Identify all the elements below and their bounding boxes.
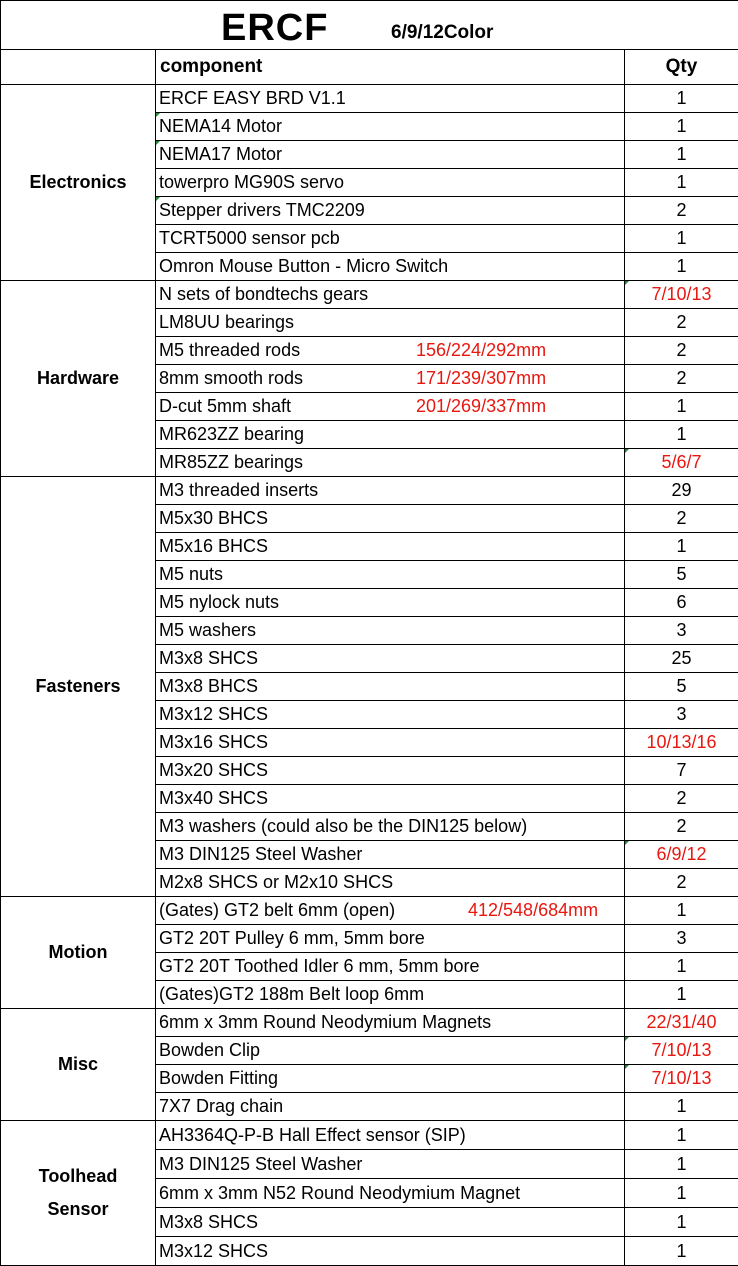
component-cell (156, 505, 625, 533)
qty-cell: 2 (625, 869, 738, 897)
qty-cell: 1 (625, 897, 738, 925)
table-row (1, 1009, 738, 1037)
component-cell (156, 365, 625, 393)
component-cell (156, 337, 625, 365)
component-cell (156, 1121, 625, 1150)
component-cell (156, 1208, 625, 1237)
qty-cell: 1 (625, 1208, 738, 1237)
length-spec: 201/269/337mm (416, 396, 546, 417)
component-name: Bowden Clip (159, 1040, 260, 1060)
component-cell (156, 1150, 625, 1179)
component-cell (156, 141, 625, 169)
header-category (1, 50, 156, 85)
component-cell (156, 169, 625, 197)
qty-cell: 2 (625, 813, 738, 841)
component-cell (156, 841, 625, 869)
component-name: M3 DIN125 Steel Washer (159, 844, 362, 864)
category-label-line: Toolhead (1, 1160, 155, 1193)
component-cell (156, 85, 625, 113)
component-cell (156, 421, 625, 449)
component-cell (156, 309, 625, 337)
component-name: M3x8 SHCS (159, 648, 258, 668)
component-cell (156, 897, 625, 925)
qty-cell: 7 (625, 757, 738, 785)
component-name: M5x16 BHCS (159, 536, 268, 556)
component-name: MR623ZZ bearing (159, 424, 304, 444)
component-name: M3 washers (could also be the DIN125 below) (159, 816, 527, 836)
component-name: D-cut 5mm shaft (159, 396, 291, 416)
component-name: Omron Mouse Button - Micro Switch (159, 256, 448, 276)
qty-cell: 1 (625, 169, 738, 197)
qty-cell: 1 (625, 1150, 738, 1179)
component-cell (156, 589, 625, 617)
qty-cell: 2 (625, 197, 738, 225)
component-name: Bowden Fitting (159, 1068, 278, 1088)
qty-cell: 3 (625, 701, 738, 729)
qty-cell: 2 (625, 365, 738, 393)
length-spec: 171/239/307mm (416, 368, 546, 389)
component-name: 6mm x 3mm Round Neodymium Magnets (159, 1012, 491, 1032)
component-cell (156, 1179, 625, 1208)
component-cell (156, 729, 625, 757)
qty-cell: 2 (625, 309, 738, 337)
table-row (1, 1121, 738, 1150)
component-name: 7X7 Drag chain (159, 1096, 283, 1116)
qty-cell: 29 (625, 477, 738, 505)
component-cell (156, 1065, 625, 1093)
qty-cell: 7/10/13 (625, 1037, 738, 1065)
qty-cell: 1 (625, 393, 738, 421)
qty-cell: 2 (625, 505, 738, 533)
header-row (1, 50, 738, 85)
component-cell (156, 253, 625, 281)
qty-cell: 2 (625, 785, 738, 813)
table-row (1, 85, 738, 113)
component-name: M5 nylock nuts (159, 592, 279, 612)
length-spec: 412/548/684mm (468, 900, 598, 921)
component-name: Stepper drivers TMC2209 (159, 200, 365, 220)
qty-cell: 1 (625, 253, 738, 281)
component-cell (156, 281, 625, 309)
qty-cell: 1 (625, 141, 738, 169)
table-row (1, 477, 738, 505)
component-name: NEMA17 Motor (159, 144, 282, 164)
component-name: (Gates) GT2 belt 6mm (open) (159, 900, 395, 920)
table-row (1, 281, 738, 309)
qty-cell: 25 (625, 645, 738, 673)
category-label: Fasteners (35, 676, 120, 696)
qty-cell: 1 (625, 1179, 738, 1208)
qty-cell: 1 (625, 85, 738, 113)
component-name: M2x8 SHCS or M2x10 SHCS (159, 872, 393, 892)
qty-cell: 5/6/7 (625, 449, 738, 477)
component-cell (156, 617, 625, 645)
component-name: M5 nuts (159, 564, 223, 584)
component-cell (156, 701, 625, 729)
component-name: M3x16 SHCS (159, 732, 268, 752)
table-row (1, 897, 738, 925)
component-name: M3x8 BHCS (159, 676, 258, 696)
qty-cell: 3 (625, 617, 738, 645)
component-cell (156, 645, 625, 673)
component-cell (156, 1093, 625, 1121)
component-name: M3 DIN125 Steel Washer (159, 1154, 362, 1174)
category-hardware (1, 281, 156, 477)
component-cell (156, 1037, 625, 1065)
color-variants-subtitle: 6/9/12Color (391, 22, 493, 44)
component-name: LM8UU bearings (159, 312, 294, 332)
qty-cell: 1 (625, 225, 738, 253)
component-cell (156, 673, 625, 701)
component-cell (156, 813, 625, 841)
category-label: Hardware (37, 368, 119, 388)
category-label: Misc (58, 1054, 98, 1074)
header-component: component (156, 50, 625, 85)
component-cell (156, 393, 625, 421)
qty-cell: 1 (625, 1121, 738, 1150)
component-cell (156, 449, 625, 477)
component-cell (156, 869, 625, 897)
component-name: M3x12 SHCS (159, 1241, 268, 1261)
category-label: Motion (49, 942, 108, 962)
component-cell (156, 1009, 625, 1037)
category-label-line: Sensor (1, 1193, 155, 1226)
qty-cell: 3 (625, 925, 738, 953)
component-cell (156, 225, 625, 253)
component-cell (156, 197, 625, 225)
component-cell (156, 113, 625, 141)
component-cell (156, 533, 625, 561)
component-name: M3x40 SHCS (159, 788, 268, 808)
component-cell (156, 1237, 625, 1266)
qty-cell: 6/9/12 (625, 841, 738, 869)
category-motion (1, 897, 156, 1009)
component-name: M5 washers (159, 620, 256, 640)
qty-cell: 10/13/16 (625, 729, 738, 757)
component-cell (156, 785, 625, 813)
category-fasteners (1, 477, 156, 897)
component-name: GT2 20T Pulley 6 mm, 5mm bore (159, 928, 425, 948)
title-cell (1, 1, 738, 50)
component-name: TCRT5000 sensor pcb (159, 228, 340, 248)
component-cell (156, 477, 625, 505)
qty-cell: 1 (625, 981, 738, 1009)
qty-cell: 7/10/13 (625, 281, 738, 309)
component-name: M3x20 SHCS (159, 760, 268, 780)
component-cell (156, 561, 625, 589)
header-qty: Qty (625, 50, 738, 85)
component-name: 6mm x 3mm N52 Round Neodymium Magnet (159, 1183, 520, 1203)
category-label: Electronics (29, 172, 126, 192)
component-cell (156, 925, 625, 953)
qty-cell: 1 (625, 1237, 738, 1266)
component-name: ERCF EASY BRD V1.1 (159, 88, 346, 108)
qty-cell: 6 (625, 589, 738, 617)
qty-cell: 1 (625, 1093, 738, 1121)
qty-cell: 1 (625, 953, 738, 981)
page-title: ERCF (221, 7, 328, 50)
component-name: M3x12 SHCS (159, 704, 268, 724)
length-spec: 156/224/292mm (416, 340, 546, 361)
qty-cell: 5 (625, 673, 738, 701)
component-cell (156, 757, 625, 785)
component-cell (156, 981, 625, 1009)
category-misc (1, 1009, 156, 1121)
qty-cell: 1 (625, 421, 738, 449)
component-name: M5x30 BHCS (159, 508, 268, 528)
component-cell (156, 953, 625, 981)
component-name: 8mm smooth rods (159, 368, 303, 388)
qty-cell: 2 (625, 337, 738, 365)
qty-cell: 5 (625, 561, 738, 589)
component-name: MR85ZZ bearings (159, 452, 303, 472)
component-name: M5 threaded rods (159, 340, 300, 360)
component-name: AH3364Q-P-B Hall Effect sensor (SIP) (159, 1125, 466, 1145)
component-name: M3 threaded inserts (159, 480, 318, 500)
component-name: NEMA14 Motor (159, 116, 282, 136)
qty-cell: 7/10/13 (625, 1065, 738, 1093)
category-electronics (1, 85, 156, 281)
component-name: N sets of bondtechs gears (159, 284, 368, 304)
component-name: (Gates)GT2 188m Belt loop 6mm (159, 984, 424, 1004)
qty-cell: 1 (625, 113, 738, 141)
component-name: towerpro MG90S servo (159, 172, 344, 192)
category-toolhead-sensor (1, 1121, 156, 1266)
component-name: GT2 20T Toothed Idler 6 mm, 5mm bore (159, 956, 479, 976)
component-name: M3x8 SHCS (159, 1212, 258, 1232)
qty-cell: 22/31/40 (625, 1009, 738, 1037)
qty-cell: 1 (625, 533, 738, 561)
